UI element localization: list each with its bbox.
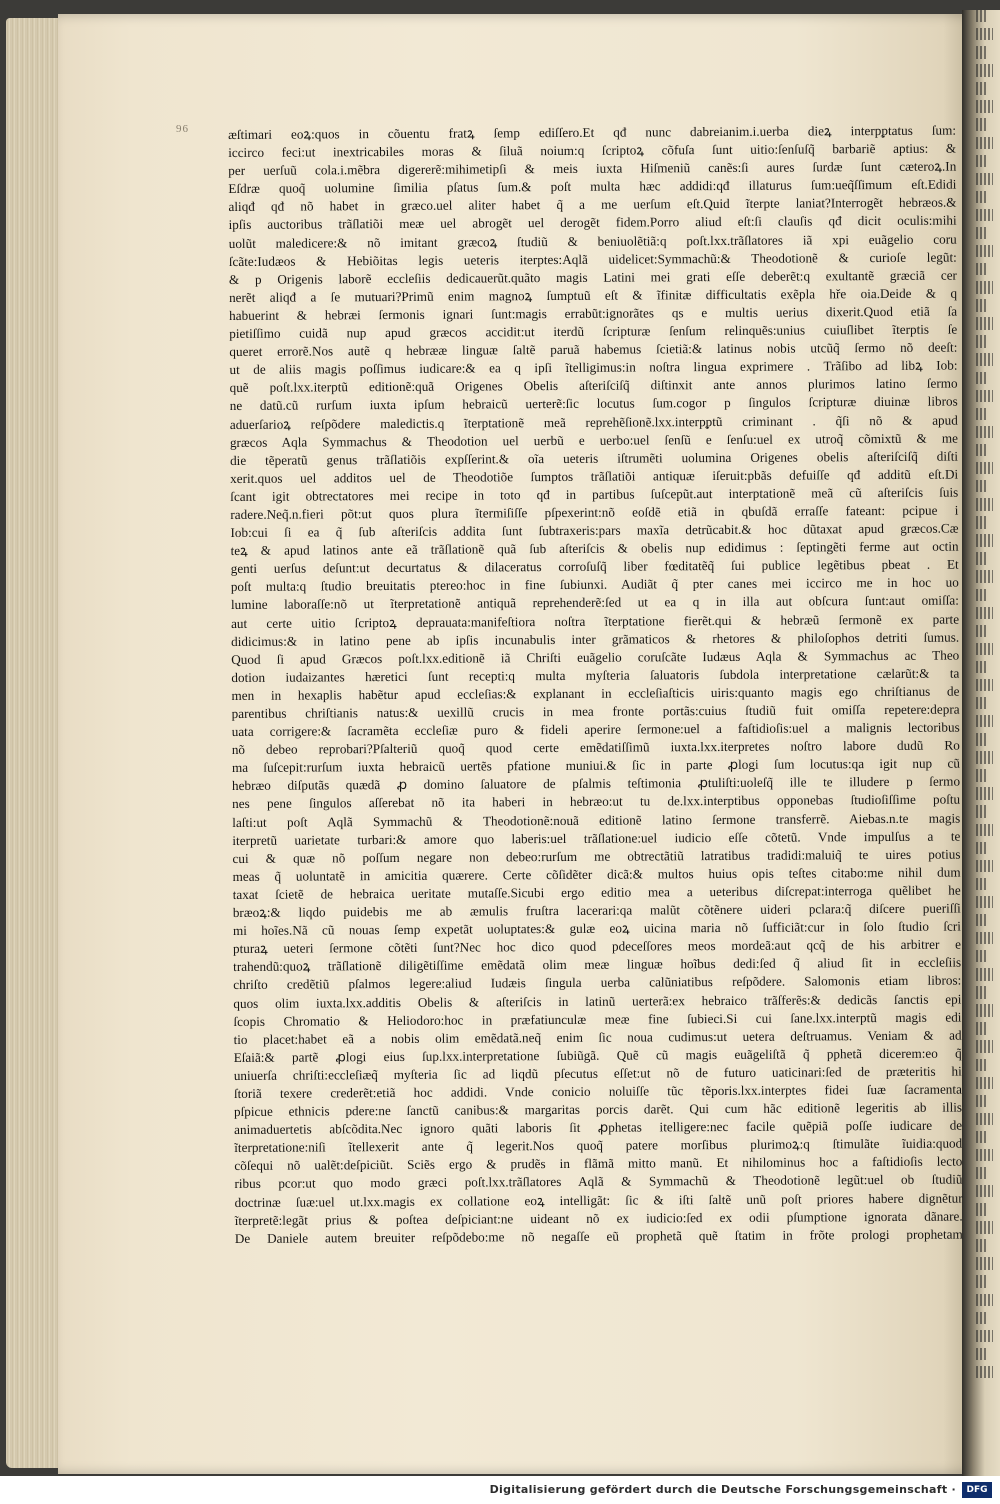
text-line: men in hexaplis habẽtur apud eccleſias:& explanant in eccleſiaſticis uiris:quanto magis ego chriſtianus de <box>231 683 960 703</box>
facing-page-text-trace <box>976 787 993 799</box>
text-line: habuerint & hebræi ſermonis ignari ſunt:magis errabũt:ignorãtes qs e multis uerius dixerit.Quod etiã ſa <box>229 303 958 323</box>
text-line: ipſis auctoribus trãſlatiõi meæ uel abrogẽt uel derogẽt fidem.Porro aliud eſt:ſi clauſis qđ dicit oculis:mihi <box>228 213 957 233</box>
facing-page-text-trace <box>976 1294 993 1306</box>
text-line: nõ debeo reprobari?Pſalteriũ quoq̃ quod certe emẽdatiſſimũ iuxta.lxx.iterpretes noſtro labore dudũ Ro <box>231 737 960 758</box>
facing-page-text-trace <box>976 1221 993 1233</box>
facing-page-text-trace <box>976 986 986 998</box>
facing-page-text-trace <box>976 1077 993 1089</box>
text-line: taxat ſcietẽ de hebraica ueritate mutaſſe.Sicubi ergo editio mea a ueteribus diſcrepat:interroga quẽlibet he <box>232 882 961 902</box>
text-line: uniuerſa chriſti:eccleſiæq̃ myſteria ſic ad liqdũ pſecutus eſſet:ut nõ de futuro uaticinari:ſed de præteritis hi <box>233 1063 962 1083</box>
facing-page-text-trace <box>976 1239 986 1251</box>
facing-page-edge <box>962 10 1000 1476</box>
text-line: ma ſuſcepit:rurſum iuxta hebraicũ uertẽs pfatione muniui.& ſic in parte ꝓlogi ſum locutus:qa igit nup cũ <box>231 755 960 776</box>
facing-page-text-trace <box>976 842 986 854</box>
facing-page-text-trace <box>976 155 986 167</box>
facing-page-text-trace <box>976 733 986 745</box>
text-line: pietiſſimo cuidã nup apud græcos accidit:ut iterdũ ſcripturæ ſenſum relinquẽs:unius cuiuſlibet ĩterptis ſe <box>229 321 958 342</box>
facing-page-text-trace <box>976 896 993 908</box>
text-line: quẽ poſt.lxx.iterptũ editionẽ:quã Origenes Obelis aſteriſciſq̃ diſtinxit ante annos plurimos latino ſermo <box>229 375 958 396</box>
text-line: Iob:cui ſi ea q̃ ſub aſteriſcis addita ſunt ſubtraxeris:pars maxĩa detrũcabit.& hoc dũtaxat apud græcos.Cæ <box>230 520 959 541</box>
facing-page-text-trace <box>976 1366 993 1378</box>
text-line: quos olim iuxta.lxx.additis Obelis & aſteriſcis in latinũ uerterã:ex hebraico trãſferẽs:& dedicãs ſanctis epi <box>233 991 962 1011</box>
text-line: queret errorẽ.Nos autẽ q hebrææ linguæ ſaltẽ paruã habemus ſcietiã:& latinus nobis utcũq̃ ſermo nõ deeſt: <box>229 339 958 360</box>
text-line: ſcant igit obtrectatores mei recipe in toto qđ in partibus ſuſcepũt.aut interptationẽ meã cũ aſteriſcis ſuis <box>230 484 959 504</box>
facing-page-text-trace <box>976 1275 986 1287</box>
facing-page-text-trace <box>976 137 993 149</box>
text-line: per uerſuũ cola.i.mẽbra digererẽ:mihimetipſi & meis iuxta Hiſmeniũ canẽs:ſi aures ſurdæ ſunt cæteroꝝ.In <box>228 158 957 179</box>
funding-credit: Digitalisierung gefördert durch die Deutsche Forschungsgemeinschaft · <box>489 1483 956 1496</box>
facing-page-text-trace <box>976 769 986 781</box>
text-line: radere.Neq̃.n.fieri põt:ut quos plura ĩtermiſiſſe pſpexerint:nõ eoſdẽ etiã in qbuſdã erraſſe fateant: pcipue i <box>230 502 959 522</box>
facing-page-text-trace <box>976 516 986 528</box>
facing-page-text-trace <box>976 1040 993 1052</box>
facing-page-text-trace <box>976 878 986 890</box>
facing-page-text-trace <box>976 317 993 329</box>
facing-page-text-trace <box>976 426 993 438</box>
facing-page-text-trace <box>976 1022 986 1034</box>
facing-page-text-trace <box>976 46 986 58</box>
text-line: cõſequi nõ ualẽt:deſpiciũt. Sciẽs ergo & prudẽs in flãmã mitto manũ. Et nihilominus hoc a faſtidioſis lecto <box>234 1153 963 1174</box>
text-line: iterpretũ uarietate turbari:& amore quo laberis:uel trãſlatione:uel iudicio eſſe cõtetũ. Vnde impulſus a te <box>232 828 961 848</box>
text-line: didicimus:& in latino pene ab ipſis incunabulis inter grãmaticos & rhetores & philoſophos detriti ſumus. <box>231 629 960 649</box>
text-line: uolũt maledicere:& nõ imitant græcoꝝ ſtudiũ & beniuolẽtiã:q poſt.lxx.trãſlatores iã xpi euãgelio coru <box>228 231 957 251</box>
facing-page-text-trace <box>976 661 986 673</box>
text-line: trahendũ:quoꝝ trãſlationẽ diligẽtiſſime emẽdatã olim meæ linguæ hoĩbus dedi:ſed q̃ aliud ſit in eccleſiis <box>233 954 962 975</box>
facing-page-text-trace <box>976 1330 993 1342</box>
text-line: teꝝ & apud latinos ante eã trãſlationẽ quã ſub aſteriſcis & obelis nup edidimus : ſeptingẽti ferme aut octin <box>230 538 959 559</box>
facing-page-text-trace <box>976 118 986 130</box>
facing-page-text-trace <box>976 263 986 275</box>
facing-page-text-trace <box>976 173 993 185</box>
text-line: cui & quæ nõ poſſum negare non debeo:rurſum me obtrectãtiũ latratibus tradidi:maluiq̃ te uires potius <box>232 846 961 866</box>
facing-page-text-trace <box>976 751 993 763</box>
facing-page-text-trace <box>976 28 993 40</box>
facing-page-text-trace <box>976 679 993 691</box>
facing-page-text-trace <box>976 552 986 564</box>
text-line: & p Origenis laborẽ eccleſiis dedicauerũt.quãto magis Latini mei grati eſſe deberẽt:q exultantẽ græciã cer <box>228 267 957 287</box>
text-line: genti uerſus deſunt:ut decurtatus & dilaceratus corroſuſq̃ liber fœditatẽq̃ ſui publice legẽtibus pbeat . Et <box>230 556 959 577</box>
text-line: nerẽt aliqđ a ſe mutuari?Primũ enim magnoꝝ ſumptuũ eſt & ĩfinitæ difficultatis exẽpla hře oia.Deide & q <box>229 285 958 305</box>
text-line: ſcãte:Iudæos & Hebiõitas legis ueteris iterptes:Aqlã uidelicet:Symmachũ:& Theodotionẽ & curioſe legũt: <box>228 249 957 269</box>
text-line: Eſaiã:& partẽ ꝓlogi eius ſup.lxx.interpretatione ſubiũgã. Quẽ cũ magis euãgeliſtã q̃ pphetã dicerem:eo q̃ <box>233 1045 962 1065</box>
facing-page-text-trace <box>976 1185 993 1197</box>
text-line: ſcopis Chromatio & Heliodoro:hoc in præfatiunculæ meæ fine ſubieci.Si cui ſane.lxx.interptũ magis edi <box>233 1009 962 1029</box>
facing-page-text-trace <box>976 1059 986 1071</box>
facing-page-text-trace <box>976 10 986 22</box>
dfg-logo: DFG <box>962 1482 992 1498</box>
facing-page-text-trace <box>976 643 993 655</box>
text-line: ut de aliis magis poſſimus iudicare:& ea q ipſi ĩtelligimus:in noſtra lingua exprimere . Trãſibo ad libꝝ Iob: <box>229 357 958 378</box>
facing-page-text-trace <box>976 950 986 962</box>
text-line: aut certe uitio ſcriptoꝝ deprauata:manifeſtiora noſtra ĩterptatione fierẽt.qui & hebræũ ſermonẽ ex parte <box>230 611 960 631</box>
text-line: pſpicue ethnicis pdere:ne ſanctũ canibus:& margaritas porcis darẽt. Qui cum hãc editionẽ legeritis ab illis <box>233 1099 963 1120</box>
facing-page-text-trace <box>976 191 986 203</box>
text-line: doctrinæ ſuæ:uel ut.lxx.magis ex collatione eoꝝ intelligãt: ſic & iſti ſaltẽ unũ poſt priores habere dignẽtur <box>234 1190 963 1210</box>
facing-page-text-trace <box>976 64 993 76</box>
text-line: bræoꝝ:& liqdo puidebis me ab æmulis fruſtra lacerari:qa malũt cõtẽnere uideri pclara:q̃ diſcere pueriſſi <box>232 900 961 921</box>
text-line: chriſto credẽtiũ pſalmos legere:aliud Iudæis ſingula uerba calũniatibus reſpõdere. Salomonis etiam libros: <box>233 972 962 993</box>
text-line: poſt multa:q ſtudio breuitatis ptereo:hoc in fine ſubiunxi. Audiãt q̃ pter canes mei iccirco me in hoc uo <box>230 574 959 595</box>
text-line: aduerſarioꝝ reſpõdere maledictis.q ĩterptationẽ meã reprehẽſionẽ.lxx.interpᵱtũ criminant . q̃ſi nõ & apud <box>229 412 958 432</box>
facing-page-text-trace <box>976 390 993 402</box>
facing-page-text-trace <box>976 1004 993 1016</box>
folio-number: 96 <box>176 123 189 135</box>
facing-page-text-trace <box>976 353 993 365</box>
facing-page-text-trace <box>976 589 986 601</box>
facing-page-text-trace <box>976 1149 993 1161</box>
text-line: ribus pcor:ut quo modo græci poſt.lxx.trãſlatores Aqlã & Symmachũ & Theodotionẽ legũt:uel ob ſtudiũ <box>234 1171 963 1192</box>
facing-page-text-trace <box>976 715 993 727</box>
text-line: animaduertetis abſcõdita.Nec ignoro quãti laboris ſit ꝓphetas itelligere:nec facile quẽpiã poſſe iudicare de <box>234 1117 963 1138</box>
text-line: ĩterpretẽ:legãt prius & poſtea deſpiciant:ne uideant nõ ex iudicio:ſed ex odii pſumptione ignorata dãnare. <box>234 1208 963 1228</box>
digitization-footer <box>0 1476 1000 1504</box>
facing-page-text-trace <box>976 281 993 293</box>
facing-page-text-trace <box>976 227 986 239</box>
text-line: græcos Aqla Symmachus & Theodotion uel uerbũ e uerbo:uel ſenſũ e ſenſu:uel ex utroq̃ cõmixtũ & me <box>229 430 958 450</box>
text-line: ſtoriã texere crederẽt:etiã hoc addidi. Vnde conicio noluiſſe tũc tẽporis.lxx.interptes fidei ſuæ ſacramenta <box>233 1081 962 1101</box>
facing-page-text-trace <box>976 968 993 980</box>
facing-page-text-trace <box>976 1131 986 1143</box>
text-line: ne datũ.cũ rurſum iuxta ipſum hebraicũ uerterẽ:ſic locutus ſum.cogor p ſingulos ſcripturæ diuinæ libros <box>229 393 958 414</box>
text-line: pturaꝝ ueteri ſermone cõtẽti ſunt?Nec hoc dico quod pdeceſſores meos mordeã:aut qcq̃ de his arbitrer e <box>232 936 962 957</box>
text-line: xerit.quos uel additos uel de Theodotiõe ſumptos trãſlatiõi antiquæ iſeruit:pbãs defuiſſe qđ additũ eſt.Di <box>230 466 959 486</box>
facing-page-text-trace <box>976 932 993 944</box>
facing-page-text-trace <box>976 372 986 384</box>
text-line: æſtimari eoꝝ:quos in cõuentu fratꝝ ſemp ediſſero.Et qđ nunc dabreianim.i.uerba dieꝝ interpᵱtatus ſum: <box>228 122 957 142</box>
text-line: Quod ſi apud Græcos poſt.lxx.editionẽ iã Chriſti euãgelio coruſcãte Iudæus Aqla & Symmachus ac Theo <box>231 647 960 667</box>
facing-page-text-trace <box>976 462 993 474</box>
facing-page-text-trace <box>976 408 986 420</box>
facing-page-text-trace <box>976 1113 993 1125</box>
page-body-text <box>228 122 963 1248</box>
facing-page-text-trace <box>976 697 986 709</box>
text-line: aliqđ qđ nõ habet in græco.uel aliter habet q̃ a me uerſum eſt.Quid ĩterpte laniat?Interrogẽt hebræos.& <box>228 194 957 215</box>
facing-page-text-trace <box>976 860 993 872</box>
facing-page-text-trace <box>976 534 993 546</box>
facing-page-text-trace <box>976 607 993 619</box>
text-line: mi hoĩes.Nã cũ nouas ſemp expetãt uoluptates:& gulæ eoꝝ uicina maria nõ ſufficiãt:cur in ſolo ſtudio ſcri <box>232 918 961 939</box>
text-line: De Daniele autem breuiter reſpõdebo:me nõ negaſſe eũ prophetã quẽ ſtatim in frõte prologi prophetam <box>234 1226 963 1246</box>
facing-page-text-trace <box>976 824 993 836</box>
text-line: hebræo diſputãs quædã ꝓ domino ſaluatore de pſalmis teſtimonia ꝓtuliſti:uoleſq̃ ille te illudere p ſermo <box>231 773 961 794</box>
facing-page-text-trace <box>976 82 986 94</box>
facing-page-text-trace <box>976 1257 993 1269</box>
facing-page-text-trace <box>976 1095 986 1107</box>
facing-page-text-trace <box>976 245 993 257</box>
facing-page-text-trace <box>976 1203 986 1215</box>
text-line: uata corrigere:& ſacramẽta eccleſiæ puro & fideli aperire ſermone:uel a faſtidioſis:uel a malignis lectoribus <box>231 719 960 740</box>
text-line: parentibus chriſtianis natus:& uexillũ crucis in mea fronte portãs:cuius ſtudiũ fuit omiſſa repetere:depra <box>231 701 960 721</box>
text-line: nes pene ſingulos aſſerebat nõ ita haberi in hebræo:ut tu de.lxx.interptibus opponebas ſtudioſiſſime poſtu <box>232 792 961 812</box>
text-line: lumine laboraſſe:nõ ut ĩterpretationẽ antiquã reprehenderẽ:ſed ut ea q in illa aut obſcura ſunt:aut omiſſa: <box>230 592 959 613</box>
facing-page-text-trace <box>976 100 993 112</box>
text-line: Eſdræ quoq̃ uolumine ſimilia pſatus ſum.& poſt multa hæc addidi:qđ illaturus ſum:ueq̃ſſimum eſt.Edidi <box>228 176 957 197</box>
text-line: laſti:ut poſt Aqlã Symmachũ & Theodotionẽ:nouã editionẽ latino ſermone transferrẽ. Aiebas.n.te magis <box>232 810 961 830</box>
facing-page-text-trace <box>976 299 986 311</box>
page-edges <box>6 18 66 1468</box>
text-line: ĩterpretatione:niſi ĩtellexerit ante q̃ legerit.Nos quoq̃ patere morſibus plurimoꝝ:q ſtimulãte ĩuidia:quod <box>234 1135 963 1156</box>
facing-page-text-trace <box>976 498 993 510</box>
text-line: tio placet:habet eã a nobis olim emẽdatã.neq̃ enim ſic noua cudimus:ut uetera deſtruamus. Veniam & ad <box>233 1027 962 1047</box>
facing-page-text-trace <box>976 1312 986 1324</box>
text-line: meas q̃ uoluntatẽ in amicitia quærere. Certe cõſidẽter dicã:& multos huius opis teſtes citabo:me nihil dum <box>232 864 961 884</box>
text-line: dotion iudaizantes hæretici ſunt recepti:q multa myſteria ſaluatoris ſubdola interpretatione cælarũt:& ta <box>231 665 960 685</box>
facing-page-text-trace <box>976 625 986 637</box>
facing-page-text-trace <box>976 570 993 582</box>
facing-page-text-trace <box>976 335 986 347</box>
facing-page-text-trace <box>976 1348 986 1360</box>
text-line: die tẽperatũ genus trãſlatiõis expſſerint.& oĩa ueteris iſtrumẽti uolumina Origenes obelis aſteriſciſq̃ diſti <box>229 448 959 468</box>
facing-page-text-trace <box>976 805 986 817</box>
text-line: iccirco feci:ut inextricabiles moras & ſiluã noium:q ſcriptoꝝ cõfuſa ſunt uitio:ſenſuſq̃ barbariẽ aptius: & <box>228 140 957 161</box>
facing-page-text-trace <box>976 914 986 926</box>
facing-page-text-trace <box>976 1167 986 1179</box>
facing-page-text-trace <box>976 480 986 492</box>
facing-page-text-trace <box>976 209 993 221</box>
facing-page-text-trace <box>976 444 986 456</box>
